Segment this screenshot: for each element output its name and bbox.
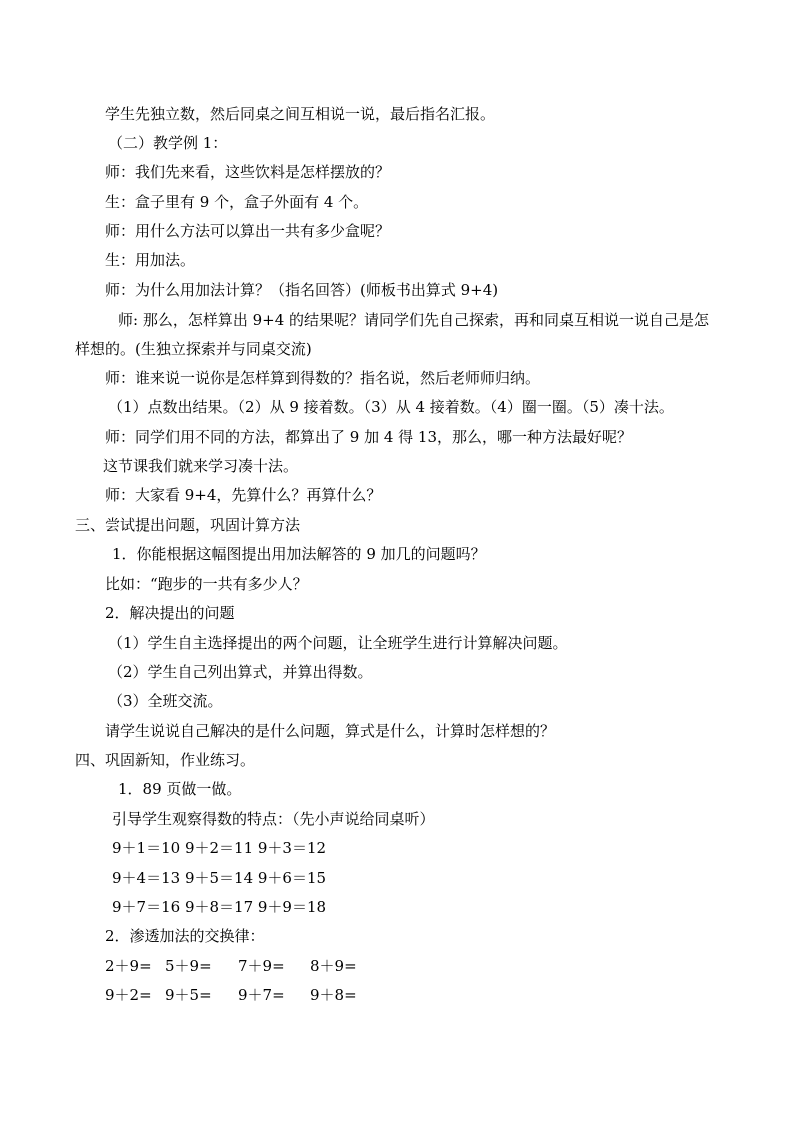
equation-row (105, 956, 357, 976)
section-heading: （二）教学例 1： (108, 134, 228, 152)
equation: 2＋9= (105, 957, 152, 975)
text-line: 生：盒子里有 9 个，盒子外面有 4 个。 (105, 193, 369, 211)
equation-line: 9＋4＝13 9＋5＝14 9＋6＝15 (112, 869, 327, 887)
text-line: 样想的。(生独立探索并与同桌交流) (75, 340, 312, 358)
section-heading: 三、尝试提出问题，巩固计算方法 (75, 516, 301, 534)
text-line: 引导学生观察得数的特点：（先小声说给同桌听） (112, 810, 435, 828)
text-line: （2）学生自己列出算式，并算出得数。 (108, 663, 373, 681)
text-line: 学生先独立数，然后同桌之间互相说一说，最后指名汇报。 (105, 105, 496, 123)
equation: 9＋8= (310, 986, 357, 1004)
text-line: 师：为什么用加法计算？（指名回答）(师板书出算式 9+4) (105, 281, 499, 299)
text-line: 师：大家看 9+4，先算什么？再算什么？ (105, 486, 382, 504)
equation: 9＋2= (105, 986, 152, 1004)
equation: 8＋9= (310, 957, 357, 975)
text-line: 师：谁来说一说你是怎样算到得数的？指名说，然后老师师归纳。 (105, 369, 541, 387)
text-line: 比如：“跑步的一共有多少人？ (105, 575, 308, 593)
text-line: （3）全班交流。 (108, 692, 223, 710)
text-line: 这节课我们就来学习凑十法。 (103, 457, 299, 475)
text-line: 师：同学们用不同的方法，都算出了 9 加 4 得 13，那么，哪一种方法最好呢？ (105, 428, 633, 446)
text-line: （1）点数出结果。（2）从 9 接着数。（3）从 4 接着数。（4）圈一圈。（5）凑十法。 (108, 398, 674, 416)
equation: 5＋9= (165, 957, 212, 975)
equation: 7＋9= (238, 957, 285, 975)
equation: 9＋7= (238, 986, 285, 1004)
text-line: 1．你能根据这幅图提出用加法解答的 9 加几的问题吗？ (112, 545, 486, 563)
text-line: 师：用什么方法可以算出一共有多少盒呢？ (105, 222, 391, 240)
text-line: 1．89 页做一做。 (118, 780, 242, 798)
text-line: （1）学生自主选择提出的两个问题，让全班学生进行计算解决问题。 (108, 634, 568, 652)
equation-row (105, 985, 357, 1005)
equation-line: 9＋7＝16 9＋8＝17 9＋9＝18 (112, 898, 327, 916)
equation-line: 9＋1＝10 9＋2＝11 9＋3＝12 (112, 839, 327, 857)
text-line: 2．渗透加法的交换律： (105, 927, 265, 945)
text-line: 生：用加法。 (105, 251, 196, 269)
section-heading: 四、巩固新知，作业练习。 (75, 751, 256, 769)
text-line: 2．解决提出的问题 (105, 604, 235, 622)
text-line: 请学生说说自己解决的是什么问题，算式是什么，计算时怎样想的？ (105, 722, 556, 740)
text-line: 师：我们先来看，这些饮料是怎样摆放的？ (105, 163, 391, 181)
text-line: 师: 那么，怎样算出 9+4 的结果呢？请同学们先自己探索，再和同桌互相说一说自己是怎 (118, 311, 710, 329)
equation: 9＋5= (165, 986, 212, 1004)
